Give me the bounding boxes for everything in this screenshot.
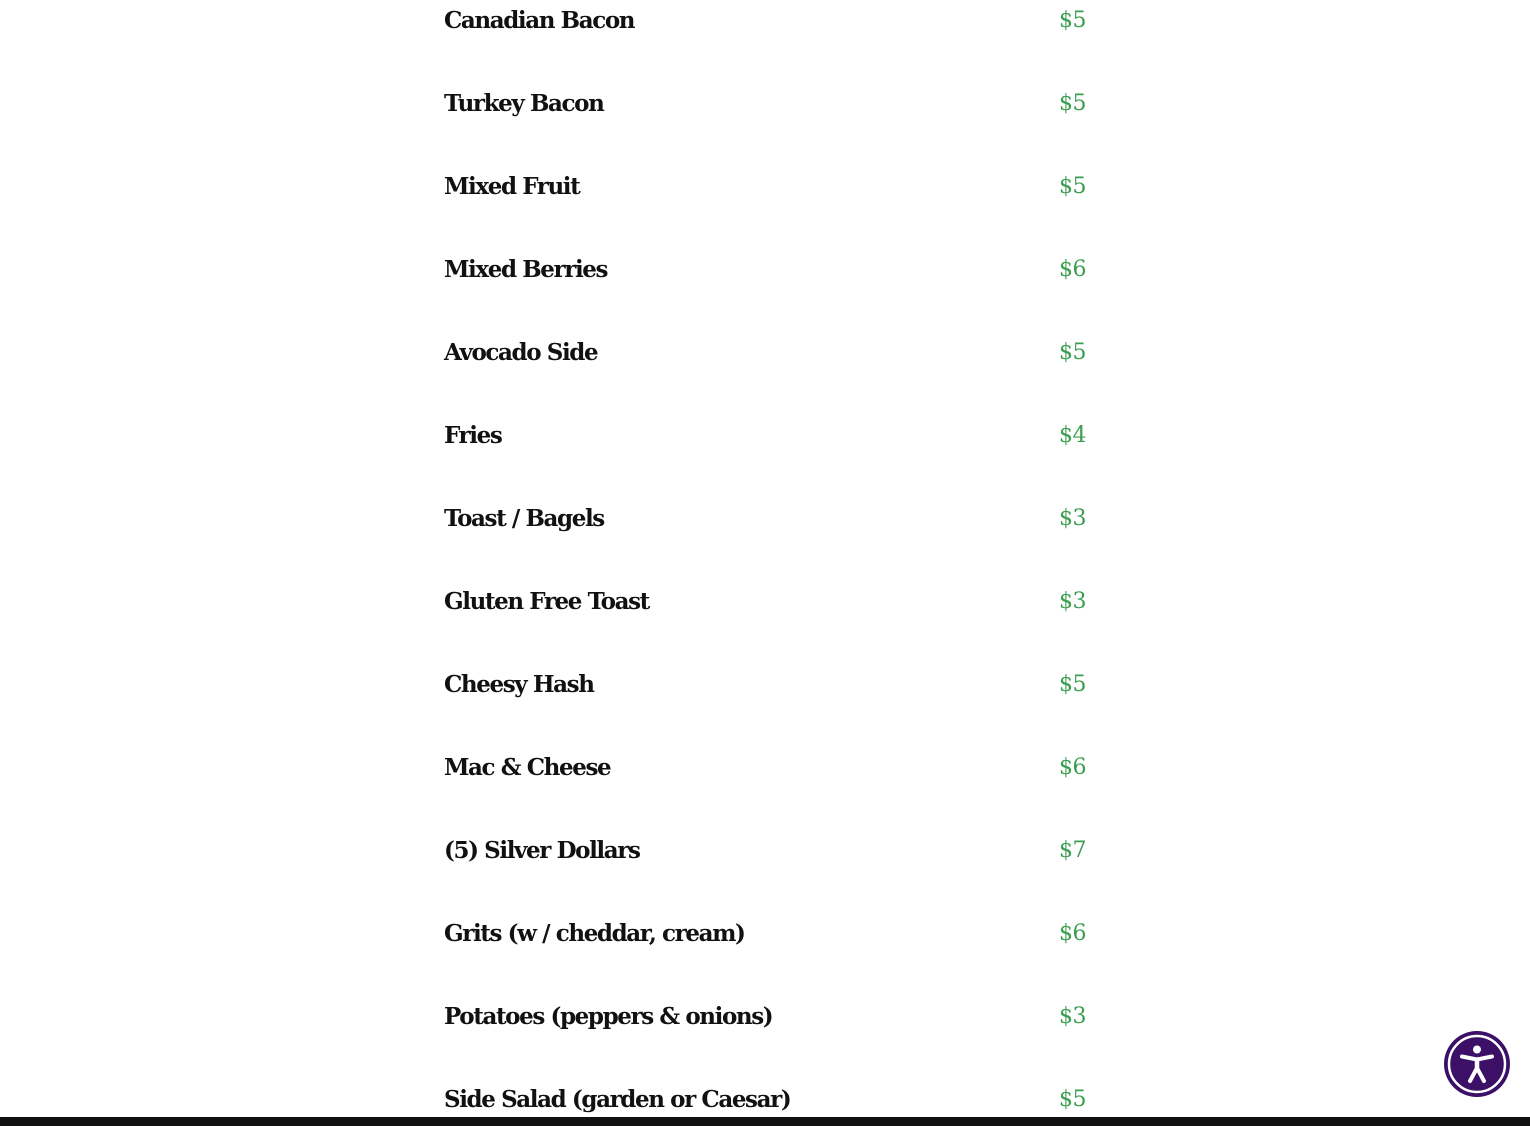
- menu-item-name: Potatoes (peppers & onions): [444, 1003, 773, 1030]
- menu-item-price: $5: [1059, 8, 1086, 33]
- menu-item-price: $3: [1059, 506, 1086, 531]
- menu-item-price: $5: [1059, 340, 1086, 365]
- menu-item-price: $5: [1059, 91, 1086, 116]
- menu-item-name: Mac & Cheese: [444, 754, 611, 781]
- menu-item-mixed-berries: [444, 250, 1086, 290]
- menu-item-name: Turkey Bacon: [444, 90, 604, 117]
- menu-item-name: Cheesy Hash: [444, 671, 594, 698]
- menu-item-name: Fries: [444, 422, 502, 449]
- menu-item-side-salad: [444, 1080, 1086, 1120]
- menu-item-name: Mixed Berries: [444, 256, 608, 283]
- menu-item-price: $5: [1059, 672, 1086, 697]
- menu-item-price: $5: [1059, 1087, 1086, 1112]
- menu-item-potatoes: [444, 997, 1086, 1037]
- menu-item-avocado-side: [444, 333, 1086, 373]
- menu-item-fries: [444, 416, 1086, 456]
- menu-item-name: Grits (w / cheddar, cream): [444, 920, 745, 947]
- menu-item-price: $6: [1059, 755, 1086, 780]
- menu-item-turkey-bacon: [444, 84, 1086, 124]
- menu-item-name: Mixed Fruit: [444, 173, 580, 200]
- menu-item-name: Side Salad (garden or Caesar): [444, 1086, 791, 1113]
- menu-item-price: $3: [1059, 1004, 1086, 1029]
- menu-item-price: $6: [1059, 257, 1086, 282]
- menu-item-mac-cheese: [444, 748, 1086, 788]
- menu-item-silver-dollars: [444, 831, 1086, 871]
- menu-item-toast-bagels: [444, 499, 1086, 539]
- menu-item-name: (5) Silver Dollars: [444, 837, 640, 864]
- bottom-bar: [0, 1117, 1530, 1126]
- menu-item-name: Gluten Free Toast: [444, 588, 649, 615]
- menu-item-price: $4: [1059, 423, 1086, 448]
- menu-item-price: $7: [1059, 838, 1086, 863]
- menu-item-mixed-fruit: [444, 167, 1086, 207]
- menu-item-grits: [444, 914, 1086, 954]
- menu-item-name: Avocado Side: [444, 339, 598, 366]
- menu-item-name: Toast / Bagels: [444, 505, 604, 532]
- menu-item-gluten-free-toast: [444, 582, 1086, 622]
- accessibility-button[interactable]: [1444, 1031, 1510, 1097]
- menu-item-price: $3: [1059, 589, 1086, 614]
- menu-item-price: $6: [1059, 921, 1086, 946]
- menu-item-cheesy-hash: [444, 665, 1086, 705]
- menu-item-canadian-bacon: [444, 1, 1086, 41]
- accessibility-icon: [1444, 1031, 1510, 1097]
- menu-item-name: Canadian Bacon: [444, 7, 635, 34]
- menu-item-price: $5: [1059, 174, 1086, 199]
